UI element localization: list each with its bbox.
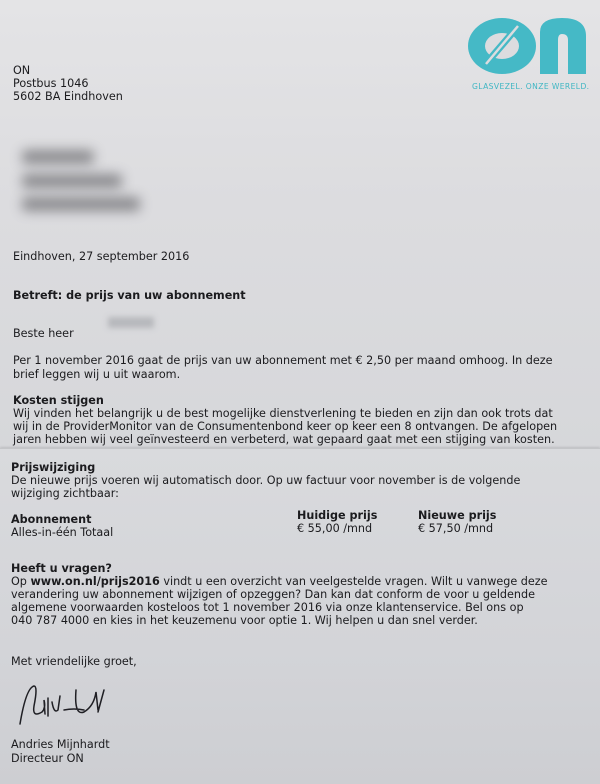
redacted-recipient-street bbox=[22, 174, 122, 188]
table-header-current-price: Huidige prijs bbox=[297, 509, 378, 522]
costs-line-1: Wij vinden het belangrijk u de best mogelijke dienstverlening te bieden en zijn dan ook trots dat bbox=[13, 407, 553, 420]
handwritten-signature bbox=[14, 680, 114, 730]
table-header-new-price: Nieuwe prijs bbox=[418, 509, 497, 522]
intro-line-1: Per 1 november 2016 gaat de prijs van uw abonnement met € 2,50 per maand omhoog. In deze bbox=[13, 354, 553, 367]
letter-subject: Betreft: de prijs van uw abonnement bbox=[13, 289, 246, 302]
section-heading-questions: Heeft u vragen? bbox=[11, 562, 112, 575]
questions-line-3: algemene voorwaarden kosteloos tot 1 november 2016 via onze klantenservice. Bel ons op bbox=[11, 601, 524, 614]
costs-line-2: wij in de ProviderMonitor van de Consumentenbond keer op keer een 8 ontvangen. De afgelopen bbox=[13, 420, 558, 433]
questions-line-1: Op www.on.nl/prijs2016 vindt u een overzicht van veelgestelde vragen. Wilt u vanwege deze bbox=[11, 575, 548, 588]
section-heading-costs: Kosten stijgen bbox=[13, 394, 104, 407]
price-change-line-1: De nieuwe prijs voeren wij automatisch door. Op uw factuur voor november is de volgende bbox=[11, 474, 521, 487]
redacted-recipient-name bbox=[22, 150, 94, 164]
signer-title: Directeur ON bbox=[11, 752, 84, 765]
questions-line-2: verandering uw abonnement wijzigen of opzeggen? Dan kan dat conform de voor u geldende bbox=[11, 588, 535, 601]
sender-address-line1: Postbus 1046 bbox=[13, 77, 89, 90]
table-header-subscription: Abonnement bbox=[11, 513, 92, 526]
intro-line-2: brief leggen wij u uit waarom. bbox=[13, 368, 181, 381]
faq-link[interactable]: www.on.nl/prijs2016 bbox=[30, 575, 160, 588]
section-heading-price-change: Prijswijziging bbox=[11, 461, 96, 474]
price-change-line-2: wijziging zichtbaar: bbox=[11, 487, 119, 500]
logo-tagline: GLASVEZEL. ONZE WERELD. bbox=[472, 82, 590, 91]
redacted-recipient-city bbox=[22, 197, 140, 211]
table-cell-subscription: Alles-in-één Totaal bbox=[11, 526, 114, 539]
questions-line-4: 040 787 4000 en kies in het keuzemenu voor optie 1. Wij helpen u dan snel verder. bbox=[11, 614, 478, 627]
letter-date: Eindhoven, 27 september 2016 bbox=[13, 250, 190, 263]
costs-line-3: jaren hebben wij veel geïnvesteerd en verbeterd, wat gepaard gaat met een stijging van kosten. bbox=[13, 433, 555, 446]
signer-name: Andries Mijnhardt bbox=[11, 738, 110, 751]
salutation: Beste heer bbox=[13, 327, 74, 340]
table-cell-current-price: € 55,00 /mnd bbox=[297, 522, 373, 535]
sender-address-line2: 5602 BA Eindhoven bbox=[13, 90, 123, 103]
closing: Met vriendelijke groet, bbox=[11, 655, 137, 668]
table-cell-new-price: € 57,50 /mnd bbox=[418, 522, 494, 535]
redacted-recipient-surname bbox=[108, 317, 154, 328]
sender-name: ON bbox=[13, 64, 31, 77]
